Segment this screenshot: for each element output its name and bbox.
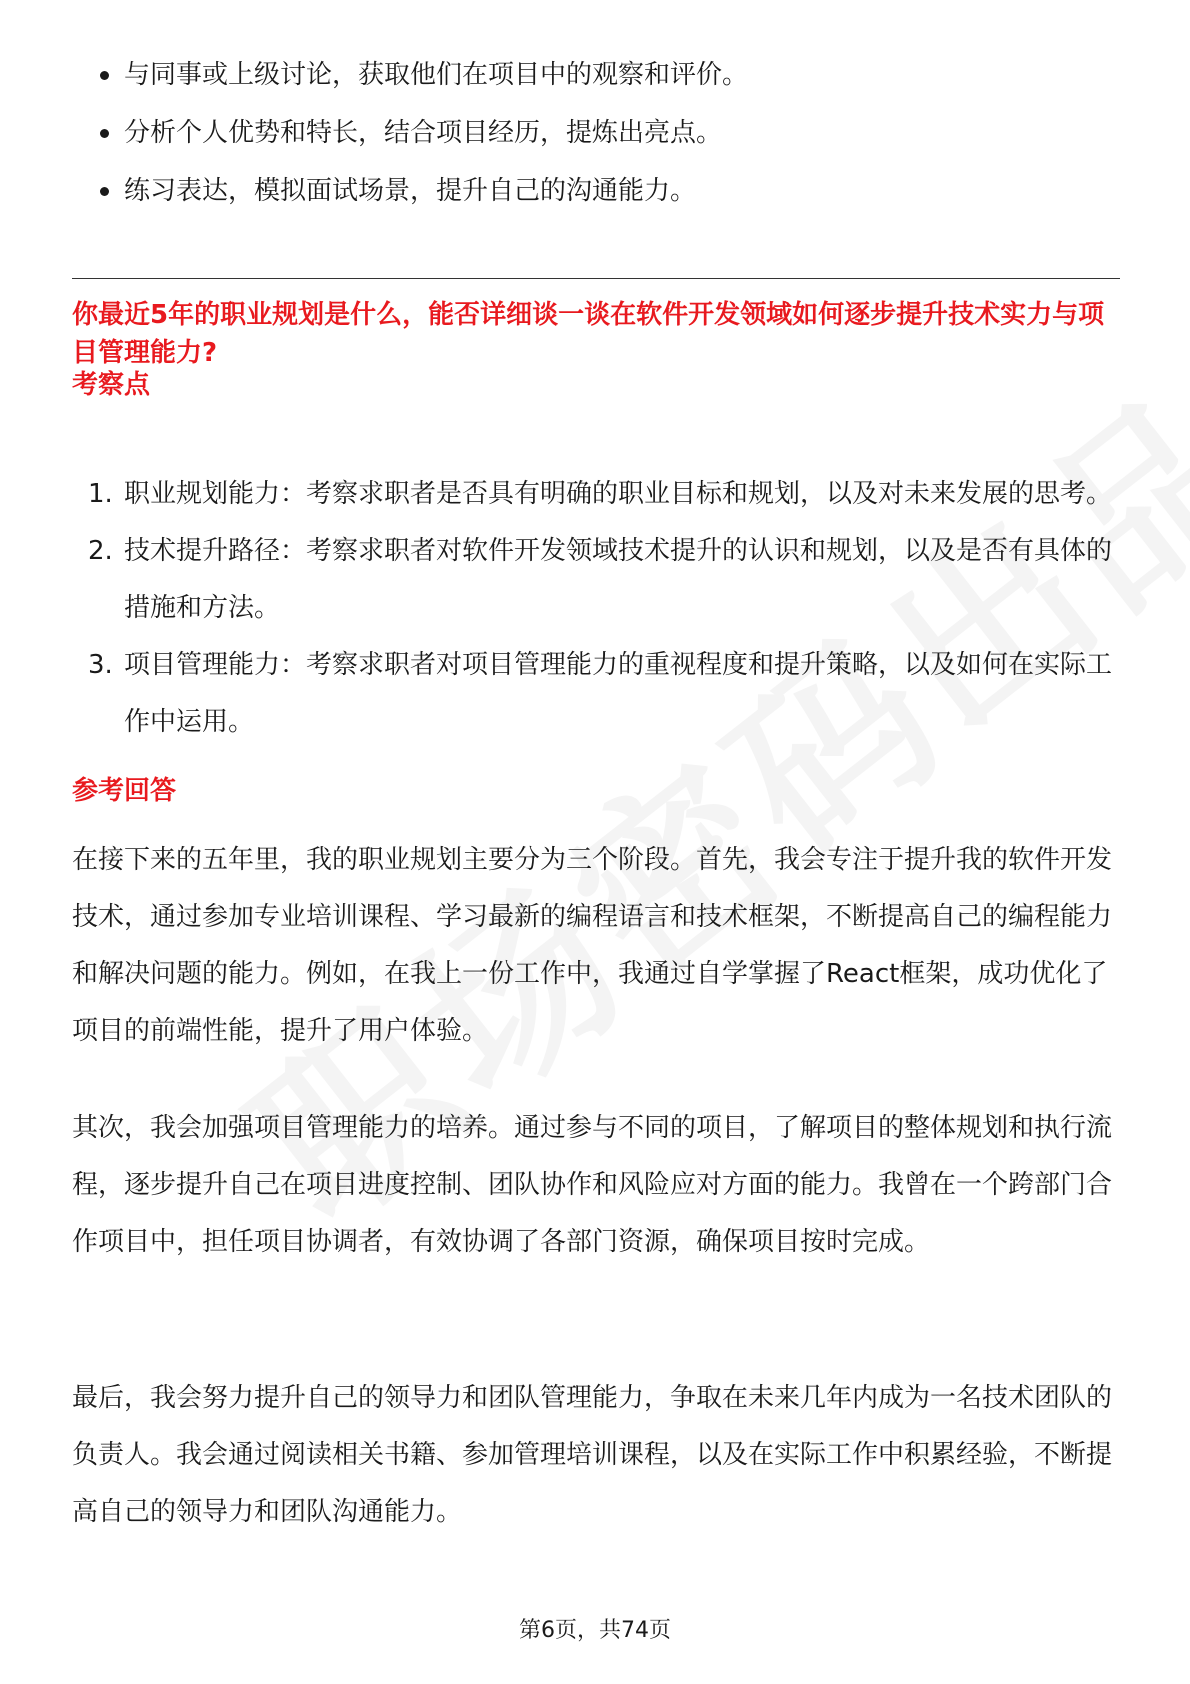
bullet-dot-icon [100, 187, 109, 196]
exam-points-title: 考察点 [72, 370, 151, 400]
exam-point-item [72, 466, 1120, 523]
bullet-list [72, 56, 1120, 210]
exam-point-text: 项目管理能力：考察求职者对项目管理能力的重视程度和提升策略，以及如何在实际工作中运用。 [124, 650, 1113, 737]
exam-point-item [72, 637, 1120, 751]
bullet-dot-icon [100, 129, 109, 138]
exam-point-number: 2. [88, 536, 113, 566]
bullet-dot-icon [100, 71, 109, 80]
answer-title: 参考回答 [72, 776, 177, 806]
question-heading: 你最近5年的职业规划是什么，能否详细谈一谈在软件开发领域如何逐步提升技术实力与项目管理能力? [72, 300, 1105, 368]
exam-points-list [72, 466, 1120, 751]
exam-point-text: 技术提升路径：考察求职者对软件开发领域技术提升的认识和规划，以及是否有具体的措施和方法。 [124, 536, 1113, 623]
bullet-text: 分析个人优势和特长，结合项目经历，提炼出亮点。 [124, 118, 723, 148]
bullet-item [72, 172, 1120, 210]
bullet-item [72, 56, 1120, 94]
exam-point-number: 1. [88, 479, 113, 509]
section-divider [72, 278, 1120, 279]
exam-point-item [72, 523, 1120, 637]
bullet-text: 练习表达，模拟面试场景，提升自己的沟通能力。 [124, 176, 697, 206]
page-number: 第6页，共74页 [519, 1618, 671, 1643]
answer-paragraph: 在接下来的五年里，我的职业规划主要分为三个阶段。首先，我会专注于提升我的软件开发技术，通过参加专业培训课程、学习最新的编程语言和技术框架，不断提高自己的编程能力和解决问题的能力。例如，在我上一份工作中，我通过自学掌握了React框架，成功优化了项目的前端性能，提升了用户体验。 [72, 845, 1113, 1046]
bullet-item [72, 114, 1120, 152]
exam-point-text: 职业规划能力：考察求职者是否具有明确的职业目标和规划，以及对未来发展的思考。 [124, 479, 1113, 509]
answer-paragraph: 最后，我会努力提升自己的领导力和团队管理能力，争取在未来几年内成为一名技术团队的负责人。我会通过阅读相关书籍、参加管理培训课程，以及在实际工作中积累经验，不断提高自己的领导力和团队沟通能力。 [72, 1383, 1113, 1527]
answer-paragraph: 其次，我会加强项目管理能力的培养。通过参与不同的项目，了解项目的整体规划和执行流程，逐步提升自己在项目进度控制、团队协作和风险应对方面的能力。我曾在一个跨部门合作项目中，担任项目协调者，有效协调了各部门资源，确保项目按时完成。 [72, 1113, 1113, 1257]
bullet-text: 与同事或上级讨论，获取他们在项目中的观察和评价。 [124, 60, 749, 90]
exam-point-number: 3. [88, 650, 113, 680]
bullet-section [72, 56, 1120, 230]
